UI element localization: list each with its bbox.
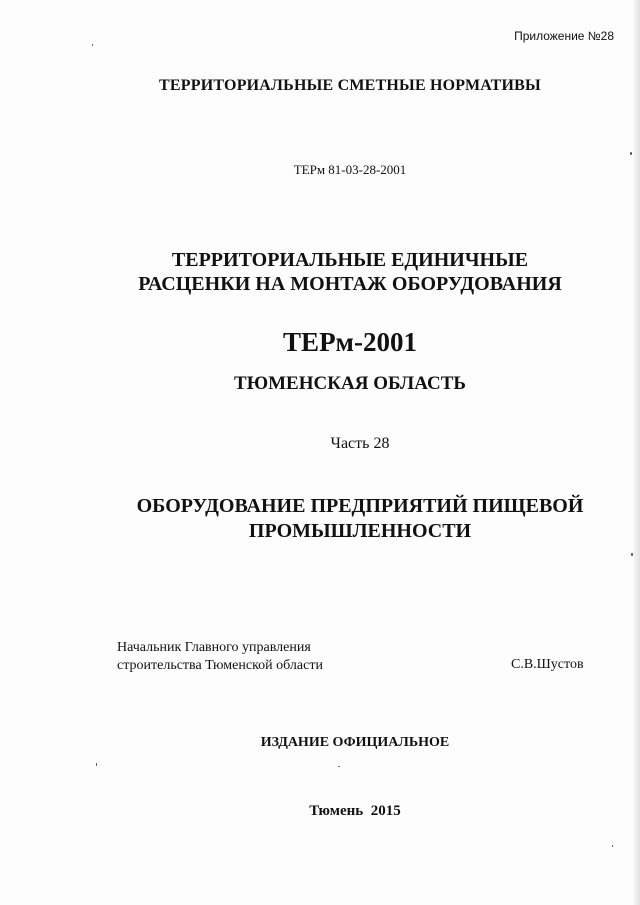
scan-speck — [612, 845, 613, 847]
signer-position — [117, 639, 377, 675]
section-title-line-1: ОБОРУДОВАНИЕ ПРЕДПРИЯТИЙ ПИЩЕВОЙ — [136, 495, 584, 517]
edition-label: ИЗДАНИЕ ОФИЦИАЛЬНОЕ — [260, 735, 450, 750]
scan-speck — [631, 553, 633, 556]
short-title: ТЕРм-2001 — [283, 327, 417, 357]
signer-position-line-2: строительства Тюменской области — [117, 658, 323, 673]
part-number: Часть 28 — [330, 435, 390, 452]
scan-speck — [630, 152, 632, 155]
region-title: ТЮМЕНСКАЯ ОБЛАСТЬ — [234, 373, 466, 394]
main-title-line-1: ТЕРРИТОРИАЛЬНЫЕ ЕДИНИЧНЫЕ — [171, 249, 529, 271]
year: 2015 — [370, 803, 401, 819]
signer-name: С.В.Шустов — [511, 657, 584, 672]
scan-speck — [92, 44, 93, 46]
main-title — [30, 248, 640, 296]
main-title-line-2: РАСЦЕНКИ НА МОНТАЖ ОБОРУДОВАНИЯ — [138, 273, 562, 295]
signer-position-line-1: Начальник Главного управления — [117, 640, 311, 655]
section-title — [40, 494, 640, 544]
header-title: ТЕРРИТОРИАЛЬНЫЕ СМЕТНЫЕ НОРМАТИВЫ — [159, 77, 541, 94]
scan-speck — [96, 763, 97, 766]
appendix-label: Приложение №28 — [514, 29, 614, 43]
document-code: ТЕРм 81-03-28-2001 — [293, 162, 407, 177]
scan-speck — [338, 766, 340, 767]
city: Тюмень — [309, 803, 364, 819]
section-title-line-2: ПРОМЫШЛЕННОСТИ — [248, 520, 472, 542]
city-year — [35, 803, 640, 820]
